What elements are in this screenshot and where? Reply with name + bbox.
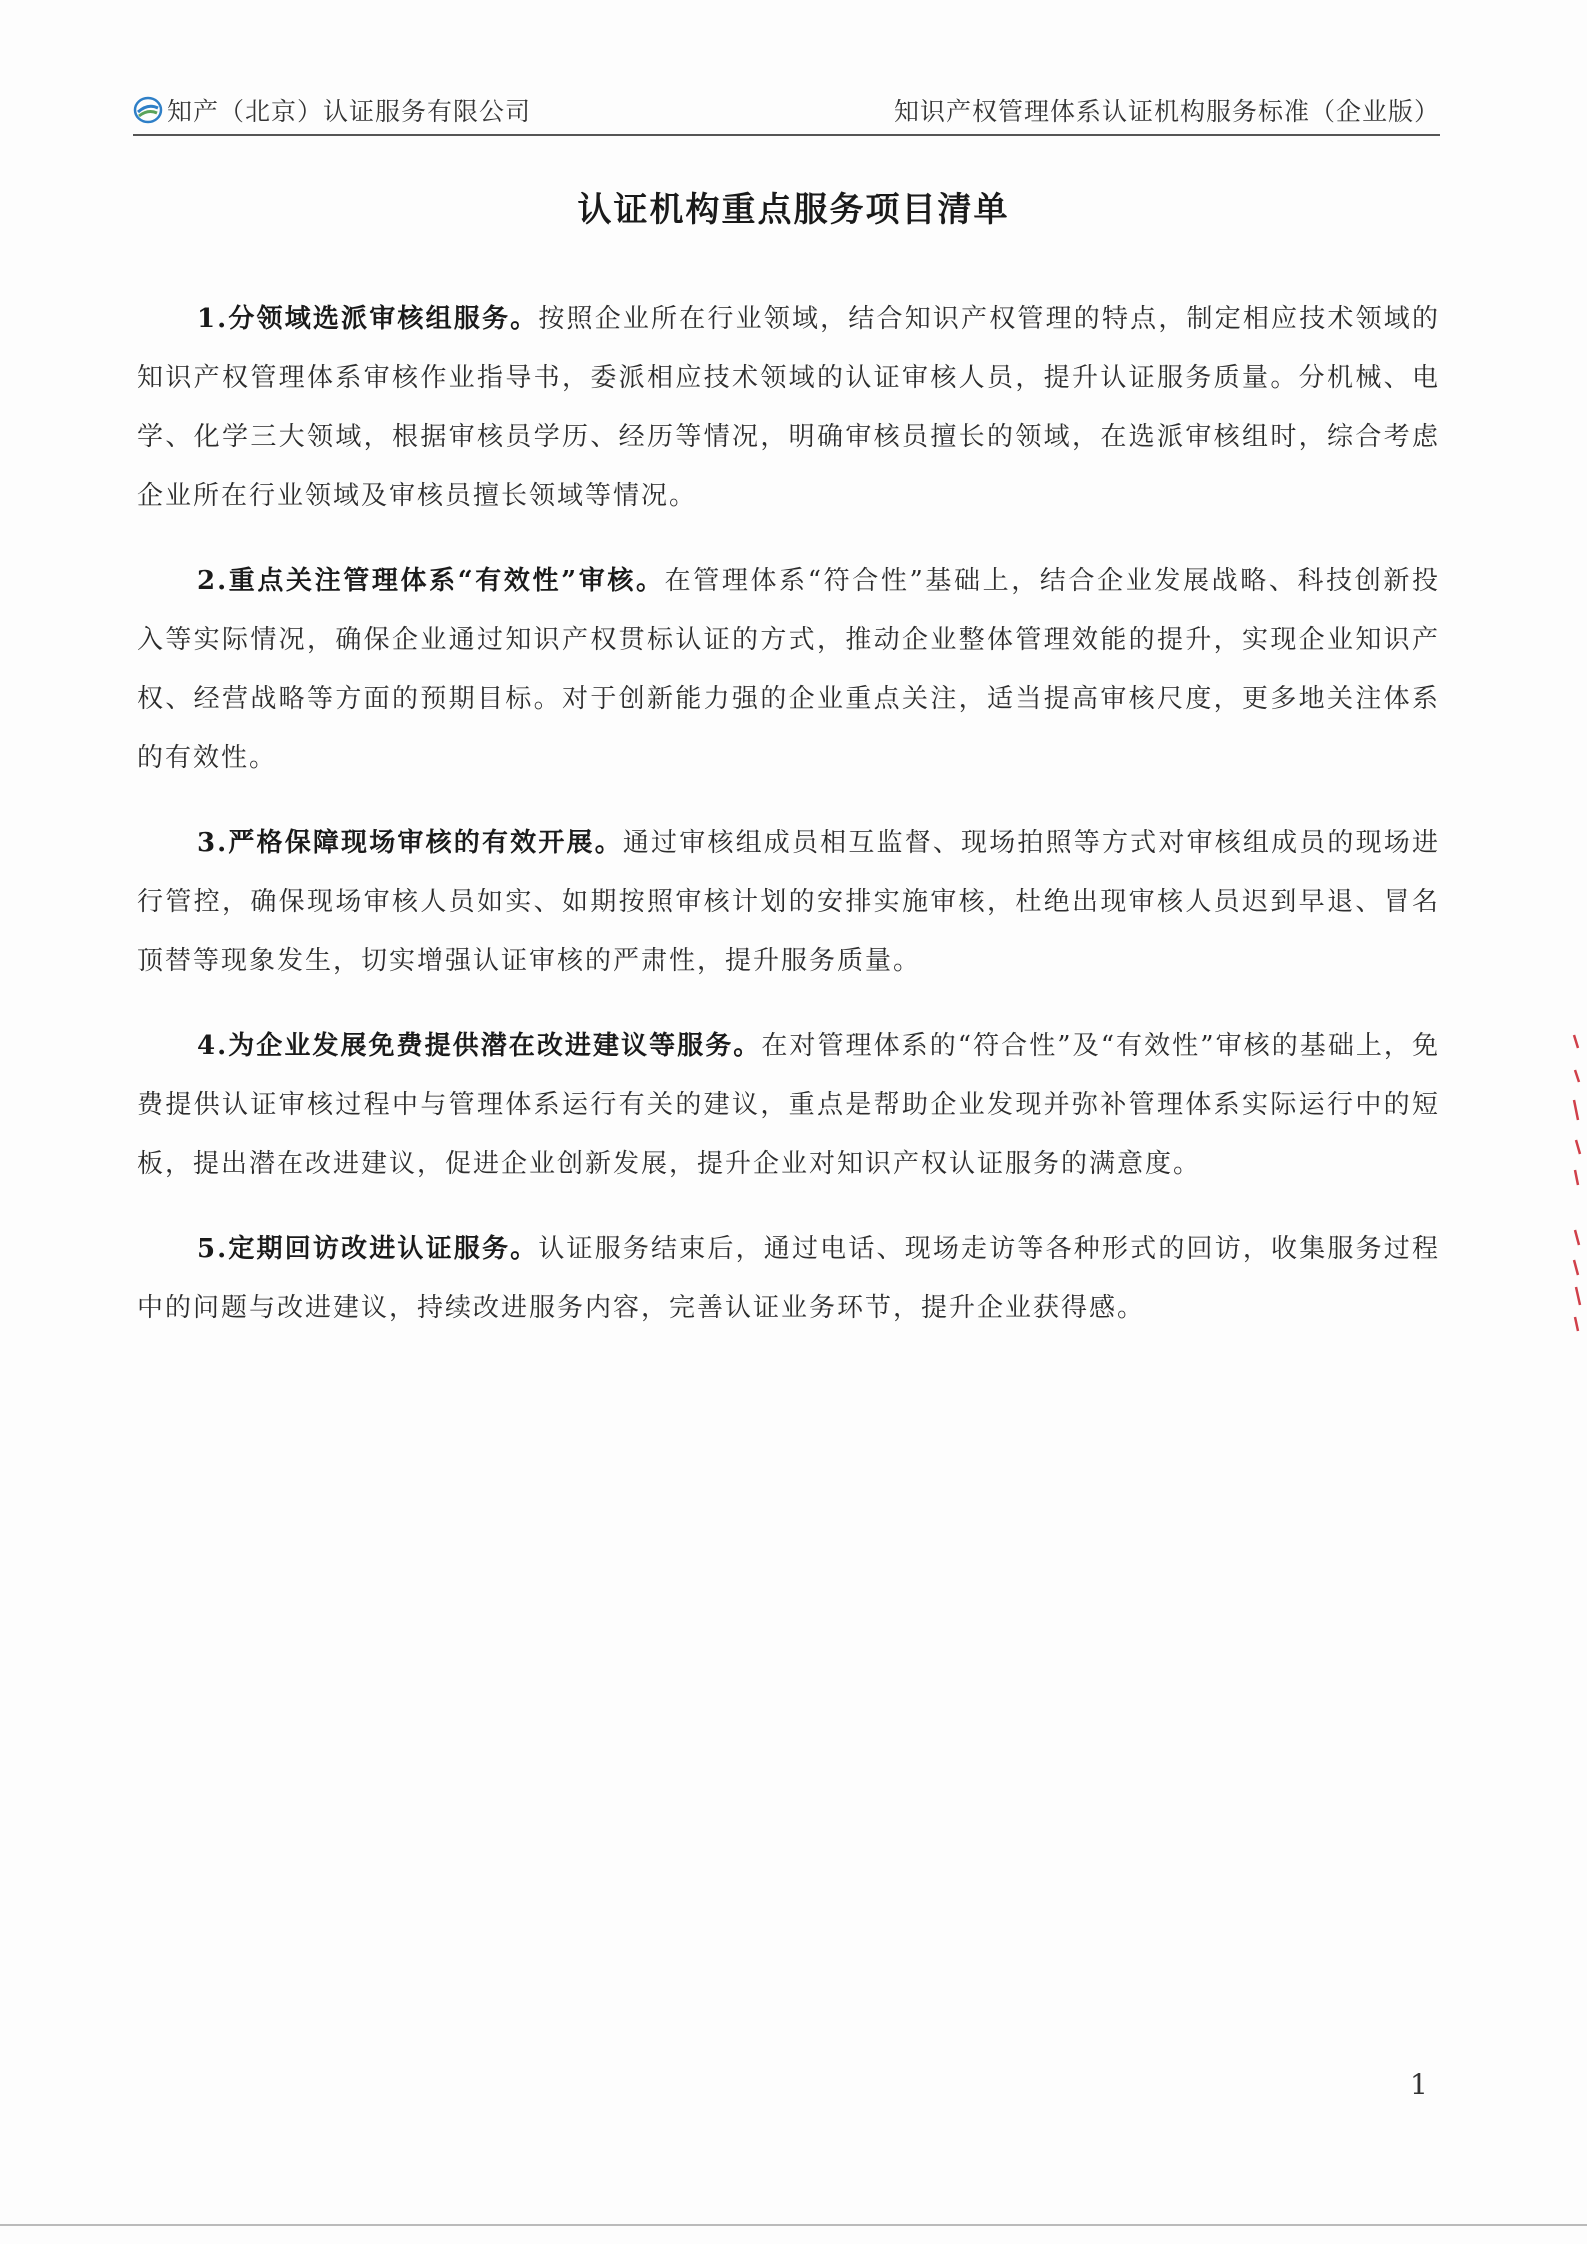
item-body: 通过审核组成员相互监督、现场拍照等方式对审核组成员的现场进行管控，确保现场审核人员如实、如期按照审核计划的安排实施审核，杜绝出现审核人员迟到早退、冒名顶替等现象发生，切实增强认证审核的严肃性，提升服务质量。 xyxy=(137,828,1440,976)
item-heading: 1.分领域选派审核组服务。 xyxy=(197,304,539,334)
item-heading: 3.严格保障现场审核的有效开展。 xyxy=(197,828,623,858)
header-left xyxy=(133,92,531,128)
list-item xyxy=(137,552,1440,788)
item-heading: 4.为企业发展免费提供潜在改进建议等服务。 xyxy=(197,1031,762,1061)
header-divider xyxy=(133,134,1440,136)
scan-edge-line xyxy=(0,2224,1587,2226)
seal-stamp-fragment xyxy=(1572,1225,1582,1335)
document-body xyxy=(137,290,1440,1364)
item-heading: 2.重点关注管理体系“有效性”审核。 xyxy=(197,566,665,596)
list-item xyxy=(137,1017,1440,1194)
item-body: 在管理体系“符合性”基础上，结合企业发展战略、科技创新投入等实际情况，确保企业通过知识产权贯标认证的方式，推动企业整体管理效能的提升，实现企业知识产权、经营战略等方面的预期目标。对于创新能力强的企业重点关注，适当提高审核尺度，更多地关注体系的有效性。 xyxy=(137,566,1440,773)
list-item xyxy=(137,1220,1440,1338)
seal-stamp-fragment xyxy=(1572,1030,1582,1190)
header-document-title: 知识产权管理体系认证机构服务标准（企业版） xyxy=(893,97,1440,126)
item-body: 认证服务结束后，通过电话、现场走访等各种形式的回访，收集服务过程中的问题与改进建议，持续改进服务内容，完善认证业务环节，提升企业获得感。 xyxy=(137,1234,1440,1323)
item-body: 在对管理体系的“符合性”及“有效性”审核的基础上，免费提供认证审核过程中与管理体系运行有关的建议，重点是帮助企业发现并弥补管理体系实际运行中的短板，提出潜在改进建议，促进企业创新发展，提升企业对知识产权认证服务的满意度。 xyxy=(137,1031,1440,1179)
page-title: 认证机构重点服务项目清单 xyxy=(577,190,1010,230)
page-number: 1 xyxy=(1410,2068,1428,2101)
list-item xyxy=(137,814,1440,991)
header-company-name: 知产（北京）认证服务有限公司 xyxy=(167,97,532,126)
item-heading: 5.定期回访改进认证服务。 xyxy=(197,1234,539,1264)
list-item xyxy=(137,290,1440,526)
page-header xyxy=(133,88,1440,132)
item-body: 按照企业所在行业领域，结合知识产权管理的特点，制定相应技术领域的知识产权管理体系审核作业指导书，委派相应技术领域的认证审核人员，提升认证服务质量。分机械、电学、化学三大领域，根据审核员学历、经历等情况，明确审核员擅长的领域，在选派审核组时，综合考虑企业所在行业领域及审核员擅长领域等情况。 xyxy=(137,304,1440,511)
company-logo-icon xyxy=(133,95,163,125)
